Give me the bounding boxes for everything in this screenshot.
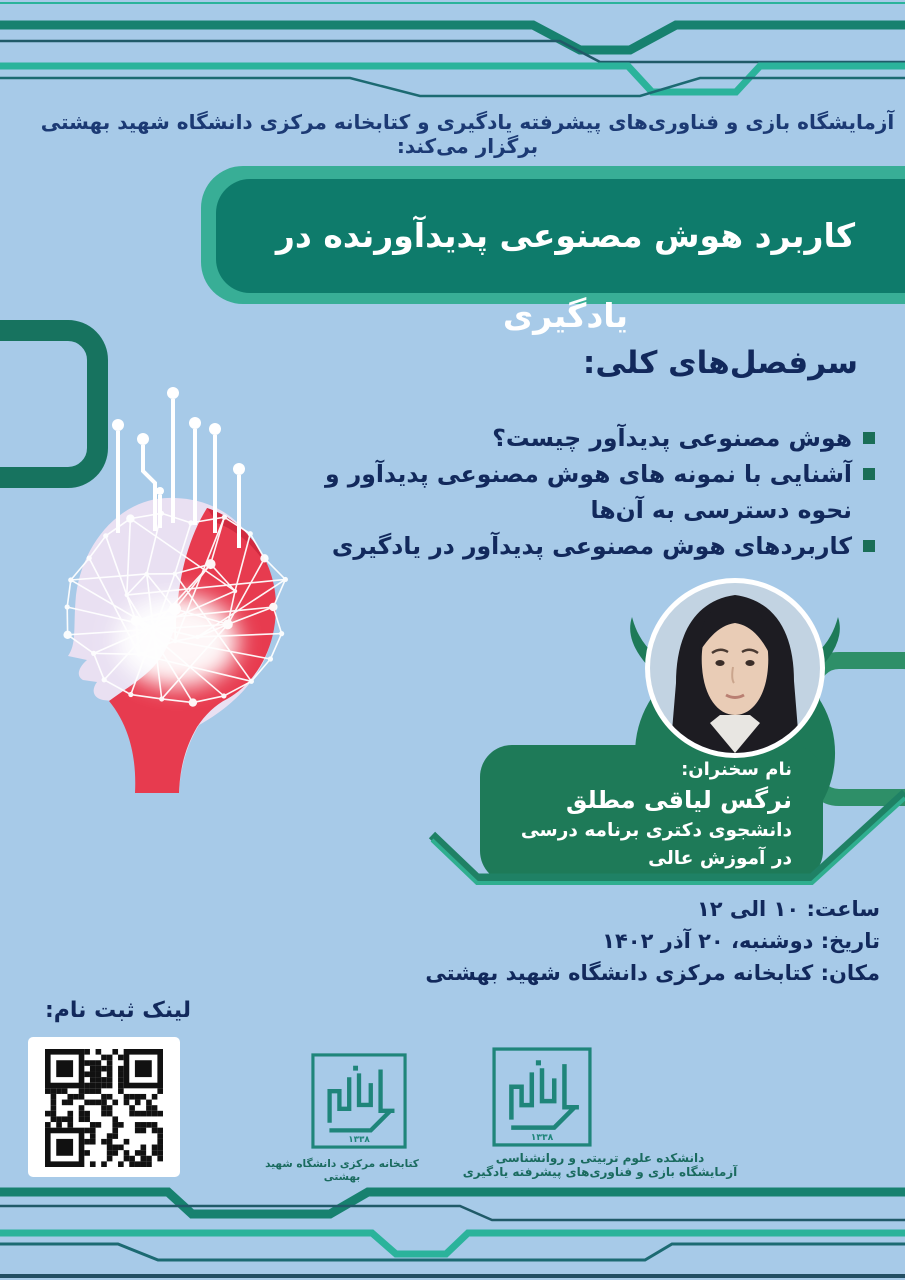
speaker-role: دانشجوی دکتری برنامه درسی در آموزش عالی: [520, 820, 792, 869]
topic-item: [285, 420, 875, 456]
topic-item: [285, 456, 875, 528]
logo-caption-library: کتابخانه مرکزی دانشگاه شهید بهشتی: [265, 1158, 419, 1183]
event-details: [425, 893, 880, 989]
topics-list: [285, 420, 875, 564]
bullet-square-icon: [863, 468, 875, 480]
speaker-label: نام سخنران:: [681, 759, 792, 780]
faculty-caption-line2: آزمایشگاه بازی و فناوری‌های پیشرفته یادگیری: [462, 1164, 738, 1179]
event-date: تاریخ: دوشنبه، ۲۰ آذر ۱۴۰۲: [602, 929, 880, 953]
topic-text: آشنایی با نمونه های هوش مصنوعی پدیدآور و نحوه دسترسی به آن‌ها: [324, 460, 852, 524]
speaker-name: نرگس لیاقی مطلق: [565, 786, 792, 814]
university-logo-right: [491, 1046, 593, 1148]
logo-caption-faculty: [455, 1152, 745, 1179]
circuit-trace-speaker: [420, 785, 905, 895]
topics-heading: سرفصل‌های کلی:: [582, 345, 858, 381]
event-location: مکان: کتابخانه مرکزی دانشگاه شهید بهشتی: [425, 961, 880, 985]
circuit-lines-top: [0, 0, 905, 108]
logo-year: ۱۳۳۸: [530, 1131, 554, 1143]
topic-text: هوش مصنوعی پدیدآور چیست؟: [492, 424, 852, 452]
university-logo-left: [310, 1052, 408, 1150]
bullet-square-icon: [863, 432, 875, 444]
event-time: ساعت: ۱۰ الی ۱۲: [696, 897, 880, 921]
organizer-line: آزمایشگاه بازی و فناوری‌های پیشرفته یادگیری و کتابخانه مرکزی دانشگاه شهید بهشتی برگزار می‌کند:: [40, 110, 895, 158]
logo-year: ۱۳۳۸: [348, 1135, 370, 1146]
ai-brain-head-illustration: [25, 383, 315, 793]
registration-qr-code: [28, 1037, 180, 1177]
poster-title: کاربرد هوش مصنوعی پدیدآورنده در یادگیری: [275, 216, 856, 335]
faculty-caption-line1: دانشکده علوم تربیتی و روانشناسی: [495, 1151, 705, 1165]
bullet-square-icon: [863, 540, 875, 552]
topic-text: کاربردهای هوش مصنوعی پدیدآور در یادگیری: [331, 532, 852, 560]
circuit-lines-bottom: [0, 1180, 905, 1280]
registration-label: لینک ثبت نام:: [44, 998, 192, 1023]
